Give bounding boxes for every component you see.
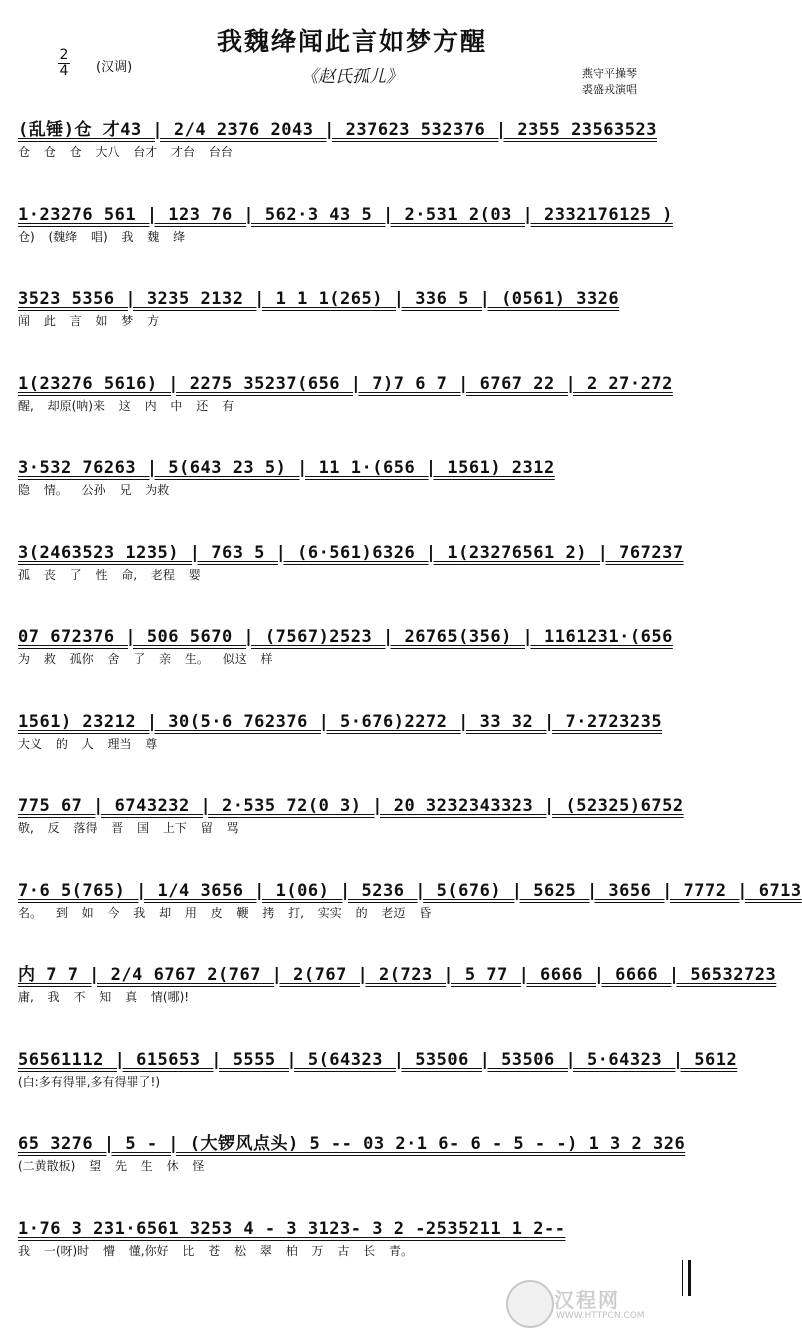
lyrics-line: (白:多有得罪,多有得罪了!) bbox=[18, 1075, 161, 1089]
lyrics-line: 仓) (魏绛 唱) 我 魏 绛 bbox=[18, 230, 186, 244]
notation-line: 65 3276 | 5 - | (大锣风点头) 5 -- 03 2·1 6- 6 - 5 - -) 1 3 2 326 bbox=[18, 1134, 686, 1154]
time-signature-denominator: 4 bbox=[59, 63, 69, 79]
lyrics-line: 名。 到 如 今 我 却 用 皮 鞭 拷 打, 实实 的 老迈 昏 bbox=[18, 906, 432, 920]
accompaniment-credit: 燕守平操琴 bbox=[582, 67, 637, 80]
score-line bbox=[18, 963, 777, 1004]
watermark bbox=[506, 1278, 696, 1328]
notation-line: 3(2463523 1235) | 763 5 | (6·561)6326 | 1(23276561 2) | 767237 bbox=[18, 543, 684, 563]
score-title: 我魏绛闻此言如梦方醒 bbox=[216, 27, 487, 56]
score-line bbox=[18, 794, 690, 834]
lyrics-line: (二黄散板) 望 先 生 休 怪 bbox=[18, 1159, 205, 1173]
score-line bbox=[18, 203, 690, 243]
notation-line: 56561112 | 615653 | 5555 | 5(64323 | 53506 | 53506 | 5·64323 | 5612 bbox=[18, 1050, 738, 1070]
notation-line: 3·532 76263 | 5(643 23 5) | 11 1·(656 | 1561) 2312 bbox=[18, 458, 555, 478]
key-label: (汉调) bbox=[96, 60, 133, 75]
lyrics-line: 我 一(呀)时 懵 懂,你好 比 苍 松 翠 柏 万 古 长 青。 bbox=[18, 1244, 413, 1258]
watermark-text: 汉程网 bbox=[554, 1288, 620, 1312]
notation-line: (乱锤)仓 才43 | 2/4 2376 2043 | 237623 532376 | 2355 23563523 bbox=[18, 120, 657, 140]
notation-line: 1561) 23212 | 30(5·6 762376 | 5·676)2272 | 33 32 | 7·2723235 bbox=[18, 712, 663, 732]
credits bbox=[582, 66, 637, 98]
notation-line: 775 67 | 6743232 | 2·535 72(0 3) | 20 3232343323 | (52325)6752 bbox=[18, 796, 684, 816]
score-subtitle: 《赵氏孤儿》 bbox=[301, 67, 403, 87]
score-line bbox=[18, 118, 690, 158]
lyrics-line: 庸, 我 不 知 真 情(哪)! bbox=[18, 990, 190, 1004]
score-line bbox=[18, 541, 690, 581]
lyrics-line: 敬, 反 落得 晋 国 上下 留 骂 bbox=[18, 821, 239, 835]
score-line bbox=[18, 1132, 690, 1172]
notation-line: 内 7 7 | 2/4 6767 2(767 | 2(767 | 2(723 | 5 77 | 6666 | 6666 | 56532723 bbox=[18, 965, 777, 985]
notation-line: 1(23276 5616) | 2275 35237(656 | 7)7 6 7 | 6767 22 | 2 27·272 bbox=[18, 374, 673, 394]
lyrics-line: 隐 情。 公孙 兄 为救 bbox=[18, 483, 170, 497]
lyrics-line: 为 救 孤你 舍 了 亲 生。 似这 样 bbox=[18, 652, 273, 666]
score-line bbox=[18, 287, 690, 327]
score-line bbox=[18, 710, 690, 750]
score-line bbox=[18, 1217, 690, 1257]
notation-line: 07 672376 | 506 5670 | (7567)2523 | 26765(356) | 1161231·(656 bbox=[18, 627, 673, 647]
watermark-logo-icon bbox=[506, 1280, 554, 1328]
lyrics-line: 醒, 却原(呐)来 这 内 中 还 有 bbox=[18, 399, 235, 413]
score-line bbox=[18, 625, 690, 665]
time-signature bbox=[58, 48, 70, 79]
time-signature-numerator: 2 bbox=[59, 47, 69, 63]
lyrics-line: 仓 仓 仓 大八 台才 才台 台台 bbox=[18, 145, 233, 159]
score-line bbox=[18, 372, 690, 412]
watermark-url: WWW.HTTPCN.COM bbox=[556, 1311, 645, 1321]
notation-line: 7·6 5(765) | 1/4 3656 | 1(06) | 5236 | 5(676) | 5625 | 3656 | 7772 | 6713 bbox=[18, 881, 802, 901]
notation-line: 1·23276 561 | 123 76 | 562·3 43 5 | 2·531 2(03 | 2332176125 ) bbox=[18, 205, 673, 225]
score-line bbox=[18, 456, 690, 496]
notation-line: 3523 5356 | 3235 2132 | 1 1 1(265) | 336 5 | (0561) 3326 bbox=[18, 289, 620, 309]
score-line bbox=[18, 1048, 738, 1089]
singer-credit: 裘盛戎演唱 bbox=[582, 83, 637, 96]
lyrics-line: 孤 丧 了 性 命, 老程 婴 bbox=[18, 568, 201, 582]
notation-line: 1·76 3 231·6561 3253 4 - 3 3123- 3 2 -2535211 1 2-- bbox=[18, 1219, 566, 1239]
score-line bbox=[18, 879, 802, 920]
lyrics-line: 大义 的 人 理当 尊 bbox=[18, 737, 158, 751]
lyrics-line: 闻 此 言 如 梦 方 bbox=[18, 314, 160, 328]
